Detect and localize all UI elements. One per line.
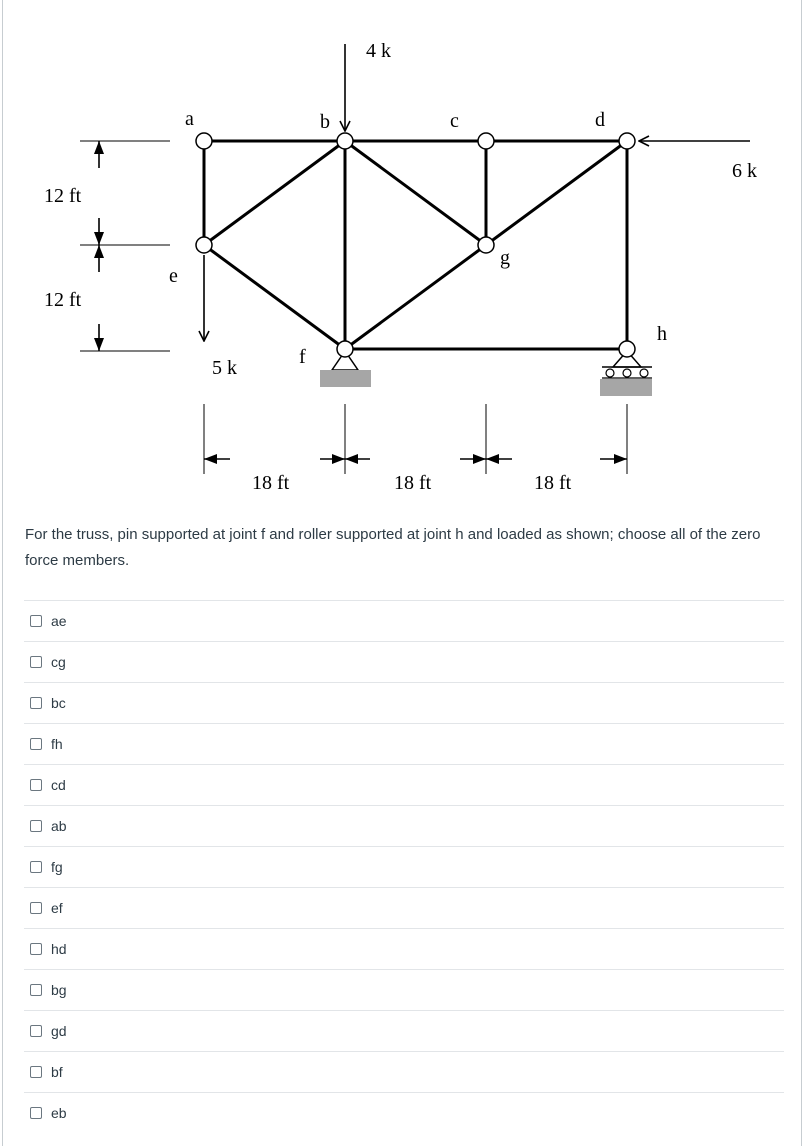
member-ef [204,245,345,349]
label-joint-c: c [450,110,459,132]
answer-option[interactable] [24,1010,784,1051]
roller-support [600,351,652,396]
joint-b [337,133,353,149]
label-joint-f: f [299,346,306,368]
label-joint-e: e [169,265,178,287]
checkbox[interactable] [30,1066,42,1078]
truss-diagram [0,0,807,510]
label-span-2: 18 ft [394,472,432,494]
label-load-right: 6 k [732,160,757,182]
checkbox[interactable] [30,1107,42,1119]
label-joint-a: a [185,108,194,130]
height-dimension [80,141,170,351]
checkbox[interactable] [30,615,42,627]
label-load-left: 5 k [212,357,237,379]
answer-option[interactable] [24,1051,784,1092]
joint-a [196,133,212,149]
answer-option[interactable] [24,600,784,641]
joint-f [337,341,353,357]
checkbox[interactable] [30,656,42,668]
joint-h [619,341,635,357]
answer-label: fh [51,736,63,752]
checkbox[interactable] [30,902,42,914]
answer-label: bf [51,1064,63,1080]
joint-e [196,237,212,253]
answer-label: hd [51,941,67,957]
label-span-3: 18 ft [534,472,572,494]
answer-label: ab [51,818,67,834]
answer-option[interactable] [24,969,784,1010]
joint-d [619,133,635,149]
label-joint-h: h [657,323,667,345]
checkbox[interactable] [30,697,42,709]
answer-label: ef [51,900,63,916]
answer-label: gd [51,1023,67,1039]
member-fg [345,245,486,349]
label-span-1: 18 ft [252,472,290,494]
question-text: For the truss, pin supported at joint f and roller supported at joint h and loaded as shown; choose all of the zero force members. [25,526,761,569]
checkbox[interactable] [30,779,42,791]
joint-g [478,237,494,253]
answer-label: cg [51,654,66,670]
answer-option[interactable] [24,846,784,887]
checkbox[interactable] [30,738,42,750]
member-eb [204,141,345,245]
joint-c [478,133,494,149]
label-joint-g: g [500,247,510,269]
answer-option[interactable] [24,1092,784,1133]
answer-label: fg [51,859,63,875]
label-height-lower: 12 ft [44,289,82,311]
answer-label: cd [51,777,66,793]
answer-option[interactable] [24,764,784,805]
answer-option[interactable] [24,682,784,723]
label-joint-b: b [320,111,330,133]
checkbox[interactable] [30,861,42,873]
truss-members [204,141,627,349]
checkbox[interactable] [30,820,42,832]
checkbox[interactable] [30,1025,42,1037]
answer-option[interactable] [24,805,784,846]
truss-joints [196,133,635,357]
answer-label: ae [51,613,67,629]
answer-option[interactable] [24,723,784,764]
member-gd [486,141,627,245]
answer-label: eb [51,1105,67,1121]
span-dimension [204,404,627,474]
answer-option[interactable] [24,928,784,969]
answer-option[interactable] [24,641,784,682]
label-height-upper: 12 ft [44,185,82,207]
checkbox[interactable] [30,984,42,996]
member-bg [345,141,486,245]
answer-label: bg [51,982,67,998]
label-load-top: 4 k [366,40,391,62]
label-joint-d: d [595,109,605,131]
answer-option[interactable] [24,887,784,928]
answer-label: bc [51,695,66,711]
checkbox[interactable] [30,943,42,955]
answer-list [24,600,784,1133]
